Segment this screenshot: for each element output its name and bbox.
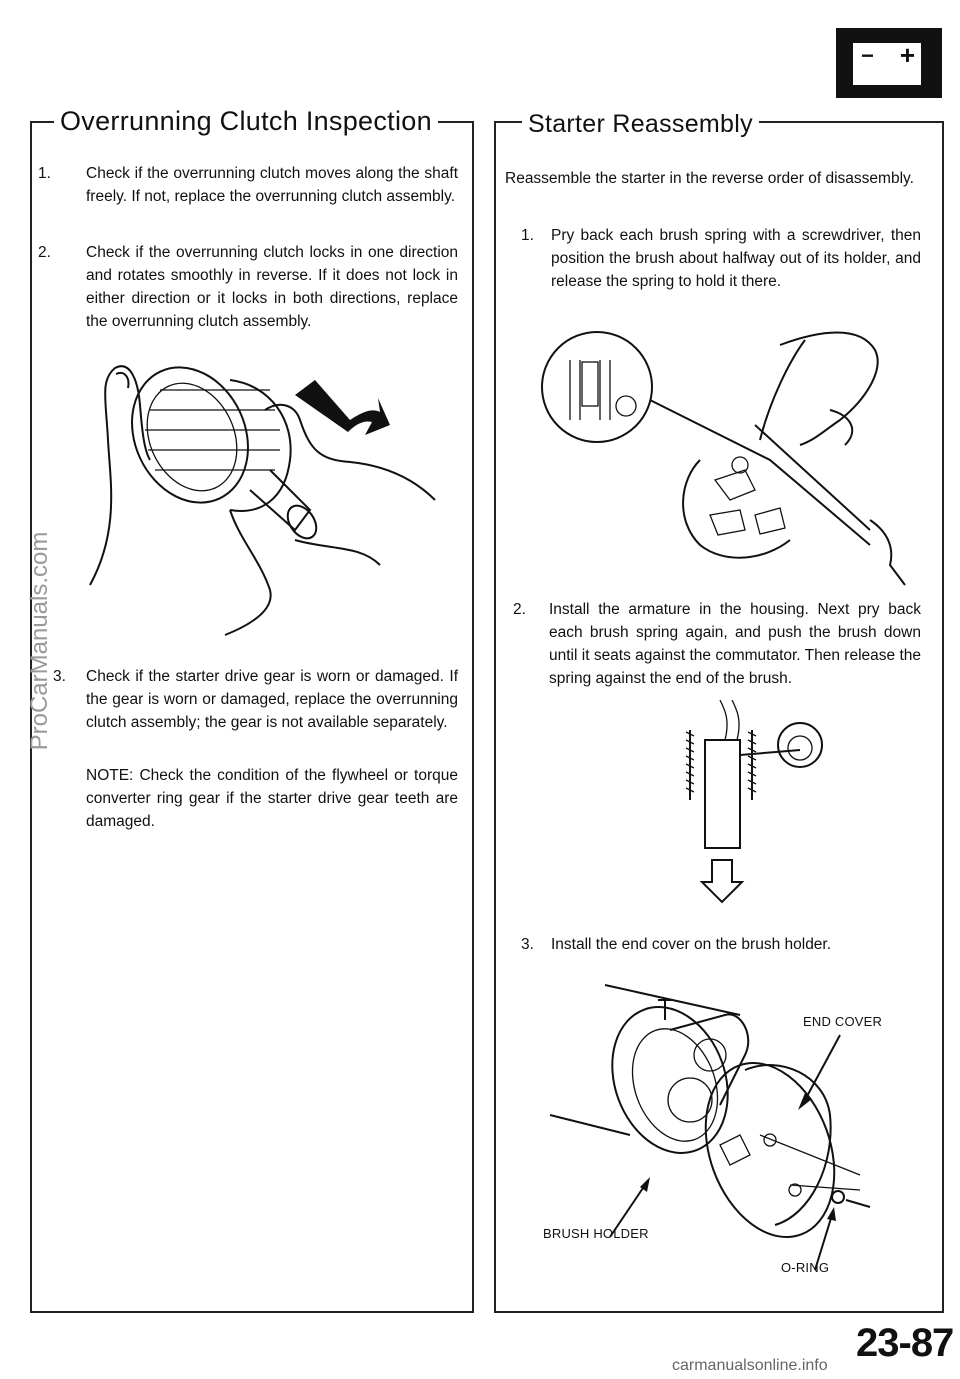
left-item-2 xyxy=(38,241,458,335)
battery-minus: − xyxy=(861,43,874,68)
left-note: NOTE: Check the condition of the flywheel or torque converter ring gear if the starter drive gear teeth are damaged. xyxy=(86,767,458,830)
battery-plus: + xyxy=(899,40,915,70)
watermark: ProCarManuals.com xyxy=(26,531,53,751)
right-section-title: Starter Reassembly xyxy=(522,110,759,139)
page-number: 23-87 xyxy=(856,1321,954,1365)
item-number: 3. xyxy=(53,668,66,685)
item-number: 3. xyxy=(521,936,534,953)
left-item-3 xyxy=(53,665,458,759)
item-number: 1. xyxy=(38,165,51,182)
left-item-1 xyxy=(38,162,458,232)
end-cover-label: END COVER xyxy=(803,1014,883,1029)
left-section-title: Overrunning Clutch Inspection xyxy=(54,106,438,137)
item-number: 2. xyxy=(513,601,526,618)
brush-seat-illustration xyxy=(680,700,840,910)
item-text: Check if the overrunning clutch moves along the shaft freely. If not, replace the overrunning clutch assembly. xyxy=(86,165,458,205)
right-item-1 xyxy=(521,224,921,294)
item-text: Pry back each brush spring with a screwdriver, then position the brush about halfway out of its holder, and release the spring to hold it there. xyxy=(551,227,921,290)
item-text: Install the armature in the housing. Next pry back each brush spring again, and push the brush down until it seats against the commutator. Then release the spring against the end of the brush. xyxy=(549,601,921,687)
item-number: 1. xyxy=(521,227,534,244)
footer-watermark: carmanualsonline.info xyxy=(672,1357,828,1374)
brush-spring-illustration xyxy=(540,320,910,590)
item-text: Install the end cover on the brush holder. xyxy=(551,936,832,953)
o-ring-label: O-RING xyxy=(781,1260,830,1275)
item-text: Check if the overrunning clutch locks in one direction and rotates smoothly in reverse. If it does not lock in either direction or it locks in both directions, replace the overrunning clutch assembly. xyxy=(86,244,458,330)
right-intro: Reassemble the starter in the reverse order of disassembly. xyxy=(505,170,914,187)
item-text: Check if the starter drive gear is worn or damaged. If the gear is worn or damaged, replace the overrunning clutch assembly; the gear is not available separately. xyxy=(86,668,458,731)
right-item-2 xyxy=(513,598,921,692)
battery-icon xyxy=(836,28,942,98)
overrunning-clutch-illustration xyxy=(80,350,450,640)
brush-holder-label: BRUSH HOLDER xyxy=(543,1226,649,1241)
item-number: 2. xyxy=(38,244,51,261)
right-item-3 xyxy=(521,933,921,957)
